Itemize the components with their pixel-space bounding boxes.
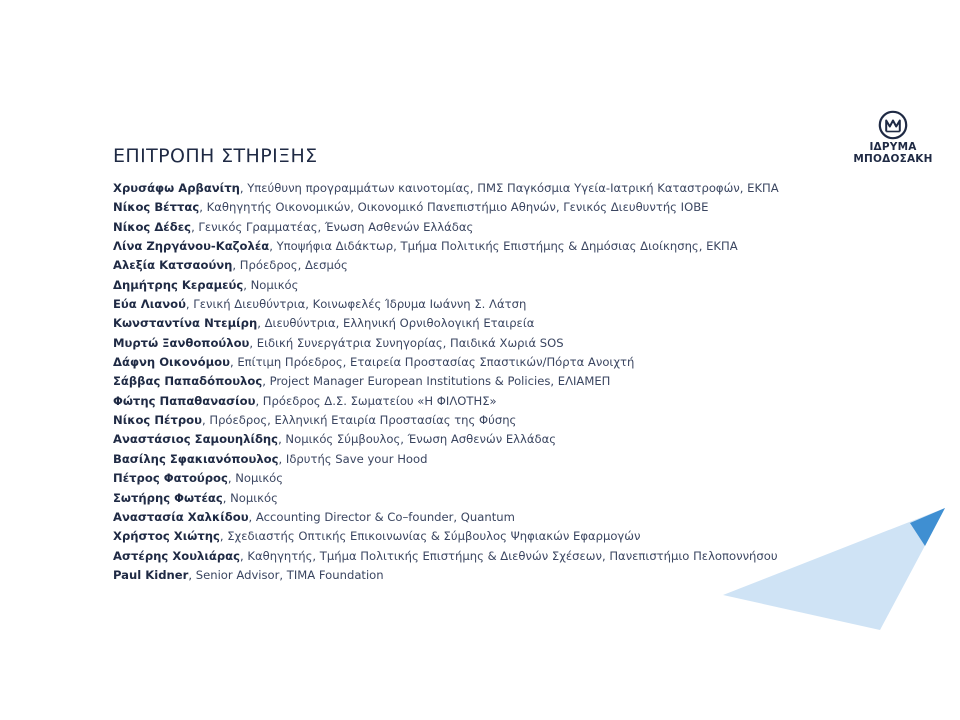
member-row: [113, 372, 779, 391]
member-name: Αλεξία Κατσαούνη: [113, 258, 233, 273]
member-row: [113, 295, 779, 314]
member-role: , Υποψήφια Διδάκτωρ, Τμήμα Πολιτικής Επιστήμης & Δημόσιας Διοίκησης, ΕΚΠΑ: [269, 239, 738, 254]
member-row: [113, 392, 779, 411]
member-name: Χρήστος Χιώτης: [113, 529, 220, 544]
member-row: [113, 527, 779, 546]
paper-plane-body: [723, 508, 945, 630]
member-row: [113, 430, 779, 449]
member-row: [113, 256, 779, 275]
member-name: Κωνσταντίνα Ντεμίρη: [113, 316, 258, 331]
member-role: , Ιδρυτής Save your Hood: [278, 451, 428, 466]
member-role: , Πρόεδρος, Ελληνική Εταιρία Προστασίας της Φύσης: [201, 413, 517, 428]
member-row: [113, 508, 779, 527]
member-role: , Νομικός: [222, 490, 278, 505]
member-name: Νίκος Δέδες: [113, 219, 192, 234]
member-name: Σωτήρης Φωτέας: [113, 490, 223, 505]
member-role: , Σχεδιαστής Οπτικής Επικοινωνίας & Σύμβουλος Ψηφιακών Εφαρμογών: [219, 529, 641, 544]
member-role: , Καθηγητής, Τμήμα Πολιτικής Επιστήμης & Διεθνών Σχέσεων, Πανεπιστήμιο Πελοποννήσου: [240, 548, 778, 563]
member-role: , Νομικός Σύμβουλος, Ένωση Ασθενών Ελλάδας: [278, 432, 557, 447]
paper-plane-decoration: [720, 500, 960, 640]
foundation-emblem-icon: [878, 110, 908, 140]
member-row: [113, 450, 779, 469]
member-name: Λίνα Ζηργάνου-Καζολέα: [113, 239, 270, 254]
member-row: [113, 547, 779, 566]
member-role: , Υπεύθυνη προγραμμάτων καινοτομίας, ΠΜΣ Παγκόσμια Υγεία-Ιατρική Καταστροφών, ΕΚΠΑ: [239, 181, 779, 195]
member-name: Βασίλης Σφακιανόπουλος: [113, 451, 279, 466]
member-name: Δάφνη Οικονόμου: [113, 355, 230, 370]
member-role: , Senior Advisor, TIMA Foundation: [188, 567, 384, 582]
member-role: , Accounting Director & Co–founder, Quantum: [248, 509, 515, 524]
member-name: Φώτης Παπαθανασίου: [113, 393, 256, 408]
member-role: , Νομικός: [227, 471, 284, 486]
member-row: [113, 469, 779, 488]
member-row: [113, 276, 779, 295]
logo-text-line1: ΙΔΡΥΜΑ: [869, 141, 917, 153]
member-name: Αναστασία Χαλκίδου: [113, 509, 249, 524]
foundation-logo: [848, 110, 938, 168]
member-name: Αστέρης Χουλιάρας: [113, 548, 241, 563]
member-role: , Πρόεδρος Δ.Σ. Σωματείου «Η ΦΙΛΟΤΗΣ»: [255, 393, 497, 408]
member-name: Paul Kidner: [113, 567, 189, 582]
member-row: [113, 198, 779, 217]
member-role: , Διευθύντρια, Ελληνική Ορνιθολογική Εταιρεία: [257, 316, 535, 331]
member-role: , Επίτιμη Πρόεδρος, Εταιρεία Προστασίας Σπαστικών/Πόρτα Ανοιχτή: [229, 355, 635, 370]
member-name: Αναστάσιος Σαμουηλίδης: [113, 432, 279, 447]
member-name: Χρυσάφω Αρβανίτη: [113, 181, 240, 195]
member-name: Εύα Λιανού: [113, 297, 186, 312]
logo-text-line2: ΜΠΟΔΟΣΑΚΗ: [853, 153, 933, 165]
member-role: , Καθηγητής Οικονομικών, Οικονομικό Πανεπιστήμιο Αθηνών, Γενικός Διευθυντής ΙΟΒΕ: [199, 200, 709, 215]
member-role: , Ειδική Συνεργάτρια Συνηγορίας, Παιδικά Χωριά SOS: [249, 335, 564, 350]
member-row: [113, 411, 779, 430]
member-row: [113, 489, 779, 508]
member-row: [113, 179, 779, 198]
member-name: Πέτρος Φατούρος: [113, 471, 228, 486]
member-row: [113, 566, 779, 585]
member-row: [113, 237, 779, 256]
member-role: , Γενικός Γραμματέας, Ένωση Ασθενών Ελλάδας: [191, 219, 474, 234]
member-role: , Project Manager European Institutions & Policies, ΕΛΙΑΜΕΠ: [262, 374, 611, 389]
member-name: Σάββας Παπαδόπουλος: [113, 374, 263, 389]
member-role: , Γενική Διευθύντρια, Κοινωφελές Ίδρυμα Ιωάννη Σ. Λάτση: [185, 297, 527, 312]
member-row: [113, 353, 779, 372]
member-row: [113, 314, 779, 333]
member-role: , Πρόεδρος, Δεσμός: [232, 258, 348, 273]
member-row: [113, 218, 779, 237]
member-name: Νίκος Πέτρου: [113, 413, 202, 428]
member-name: Μυρτώ Ξανθοπούλου: [113, 335, 250, 350]
page-title: ΕΠΙΤΡΟΠΗ ΣΤΗΡΙΞΗΣ: [113, 145, 318, 167]
member-name: Δημήτρης Κεραμεύς: [113, 277, 244, 292]
member-row: [113, 334, 779, 353]
member-role: , Νομικός: [243, 277, 299, 292]
committee-member-list: [113, 179, 779, 585]
member-name: Νίκος Βέττας: [113, 200, 200, 215]
